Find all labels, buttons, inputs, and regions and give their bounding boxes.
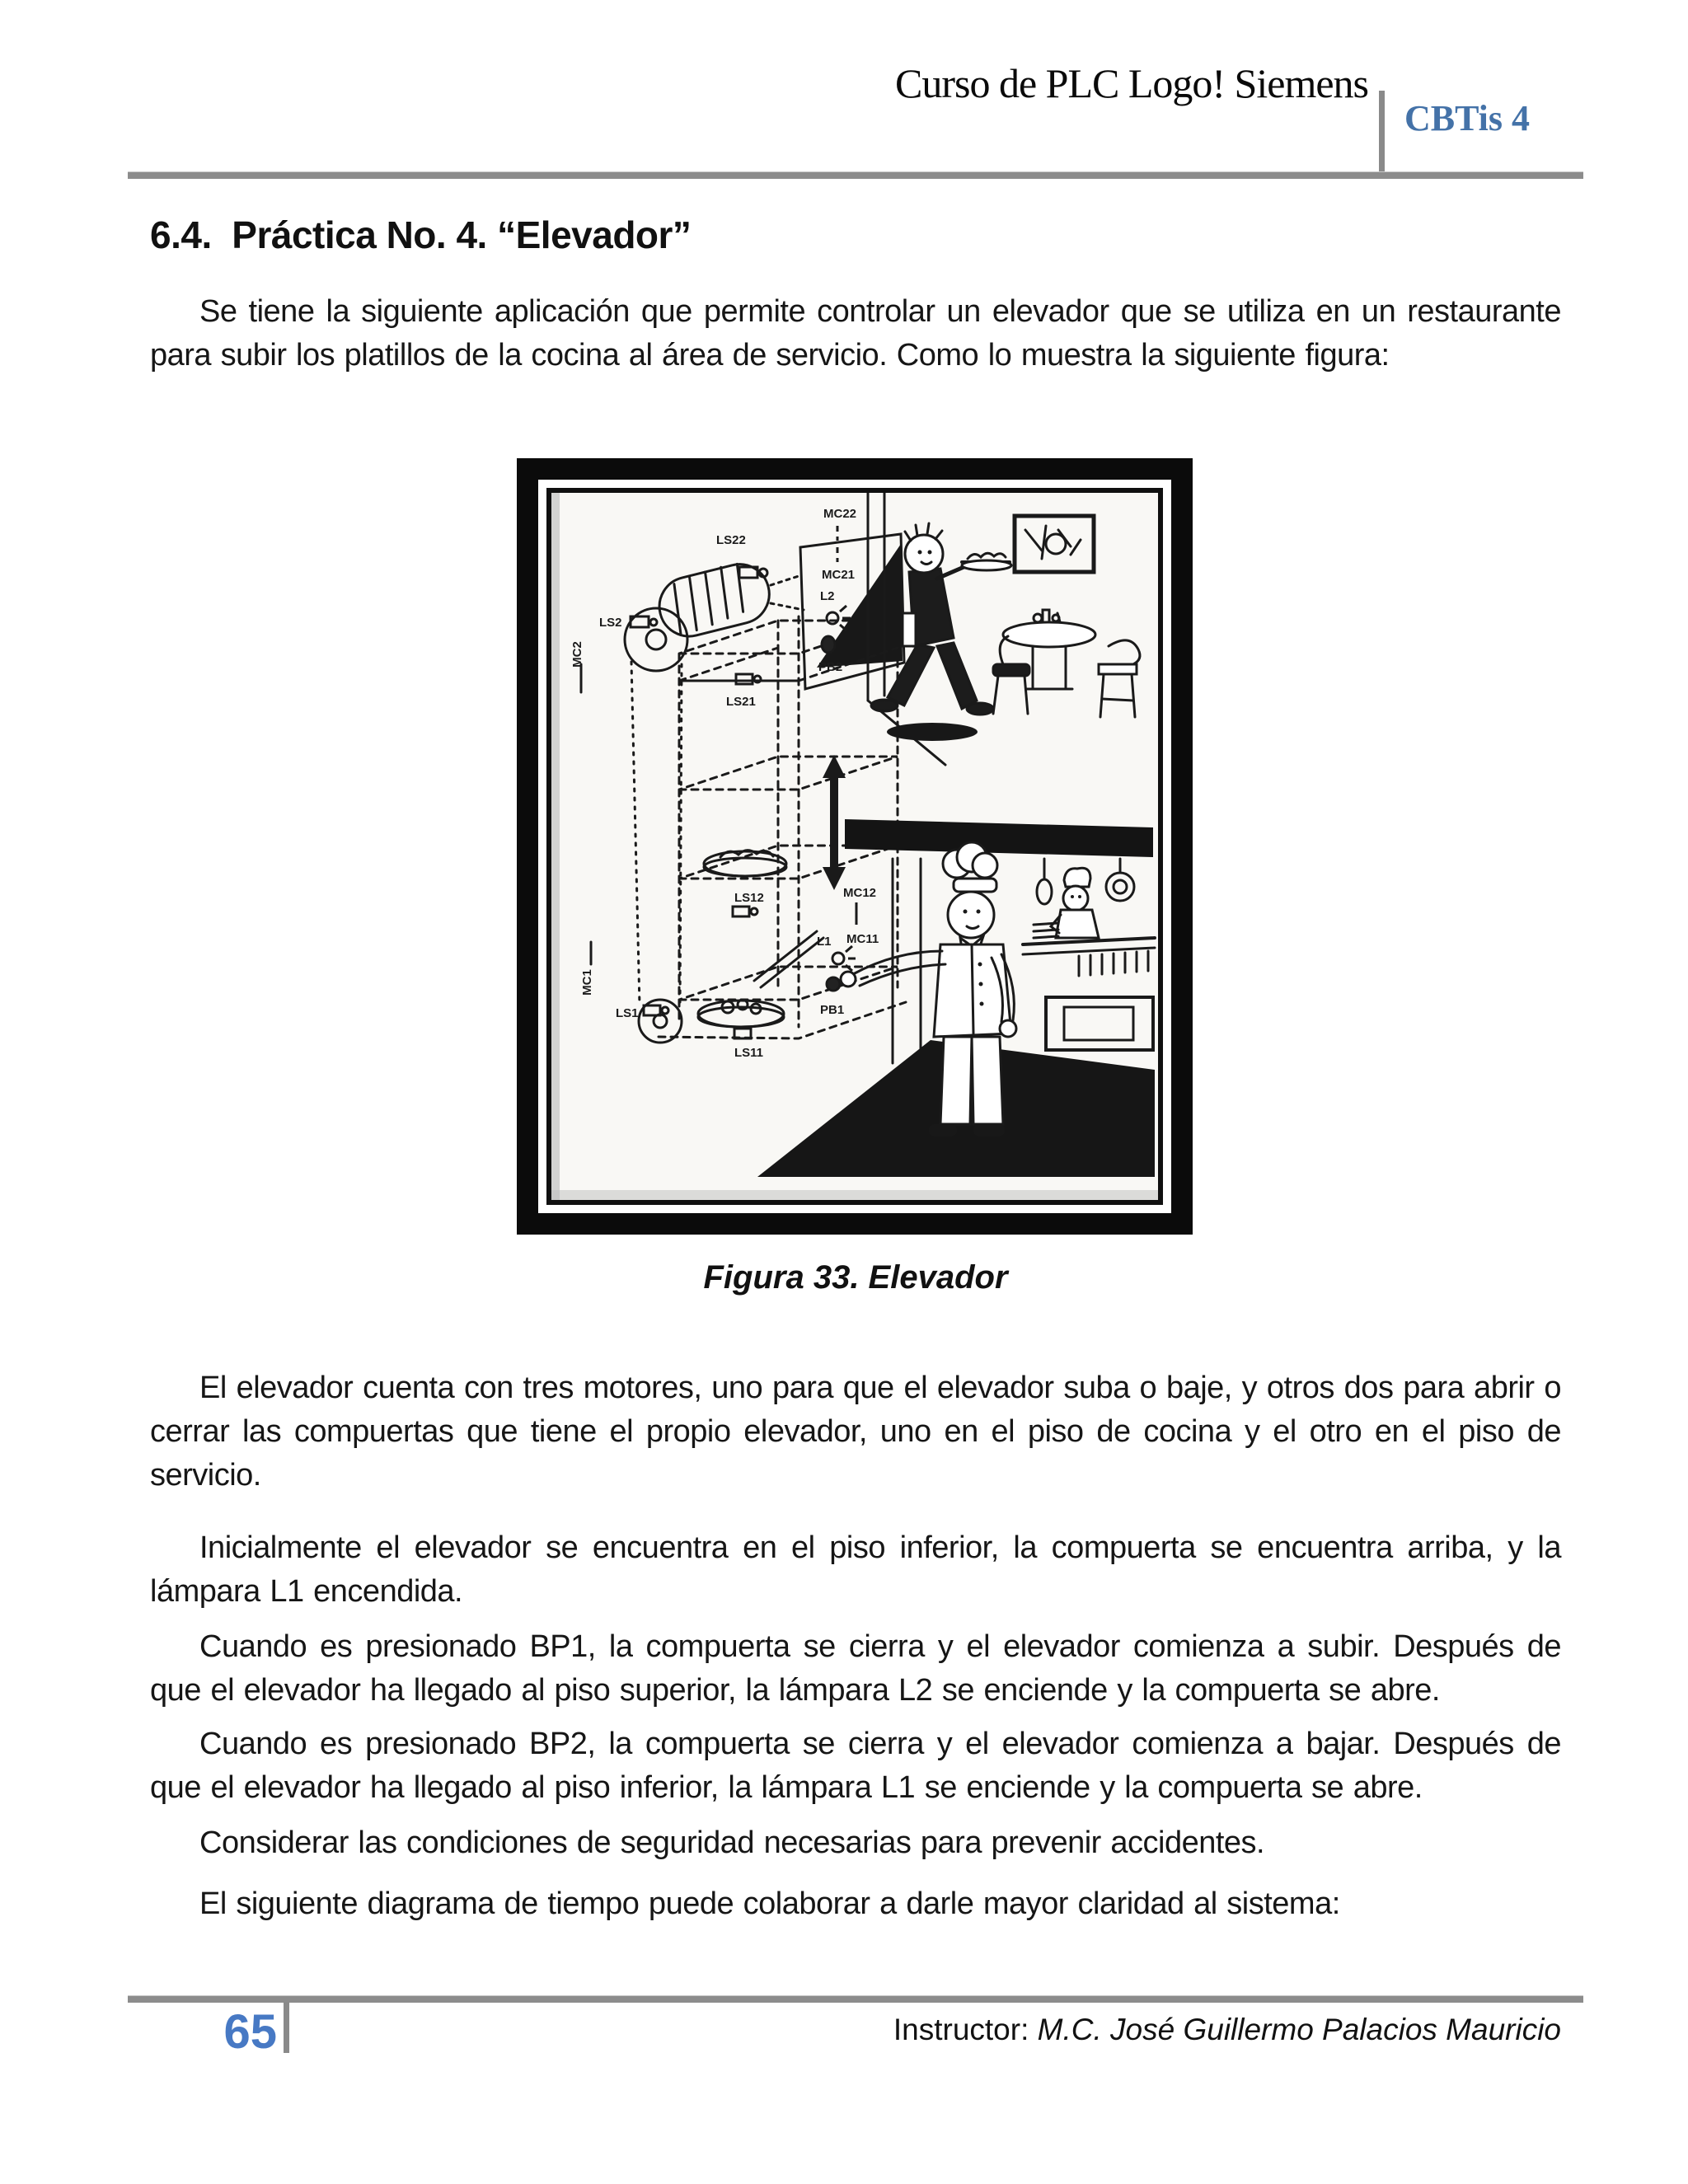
timing-diagram-paragraph: El siguiente diagrama de tiempo puede colaborar a darle mayor claridad al sistema:: [199, 1886, 1340, 1921]
figure-label-pb1: PB1: [820, 1003, 845, 1017]
figure-label-mc21: MC21: [822, 568, 856, 582]
page-number: 65: [223, 2005, 277, 2059]
figure-label-ls22: LS22: [716, 533, 746, 547]
footer-rule: [128, 1995, 1583, 2003]
header-divider: [1379, 91, 1385, 176]
figure-image: [546, 488, 1163, 1205]
elevator-illustration: [551, 493, 1158, 1200]
page-number-divider: [284, 2002, 289, 2053]
figure-label-ls12: LS12: [734, 891, 764, 905]
safety-paragraph: Considerar las condiciones de seguridad necesarias para prevenir accidentes.: [199, 1825, 1265, 1860]
figure-frame: [517, 458, 1193, 1235]
figure-label-ls1: LS1: [616, 1006, 639, 1020]
figure-label-mc11: MC11: [846, 932, 879, 946]
figure-caption: Figura 33. Elevador: [703, 1259, 1008, 1296]
figure-label-ls11: LS11: [734, 1046, 764, 1060]
instructor-credit: [893, 2013, 1561, 2047]
button-pb1-icon: [827, 977, 840, 991]
figure-label-l1: L1: [817, 935, 832, 949]
figure-label-ls21: LS21: [726, 695, 756, 709]
instructor-name: M.C. José Guillermo Palacios Mauricio: [1037, 2013, 1561, 2046]
bp2-paragraph: Cuando es presionado BP2, la compuerta se cierra y el elevador comienza a bajar. Después de que el elevador ha llegado al piso inferior, la lámpara L1 se enciende y la compuerta se abre.: [150, 1727, 1561, 1805]
scan-shadow-bottom: [551, 1190, 1158, 1200]
figure-label-pb2: PB2: [818, 660, 843, 674]
figure-label-l2: L2: [820, 589, 835, 603]
initial-state-paragraph: Inicialmente el elevador se encuentra en el piso inferior, la compuerta se encuentra arriba, y la lámpara L1 encendida.: [150, 1530, 1561, 1609]
scan-shadow-left: [551, 493, 560, 1200]
intro-paragraph: Se tiene la siguiente aplicación que permite controlar un elevador que se utiliza en un restaurante para subir los platillos de la cocina al área de servicio. Como lo muestra la siguiente figura:: [150, 294, 1561, 373]
school-badge: CBTis 4: [1404, 98, 1531, 138]
section-heading: 6.4. Práctica No. 4. “Elevador”: [150, 213, 692, 256]
course-title: Curso de PLC Logo! Siemens: [895, 60, 1368, 106]
figure-label-mc2: MC2: [570, 641, 584, 668]
figure-label-mc22: MC22: [823, 507, 857, 521]
figure-label-mc1: MC1: [580, 969, 594, 996]
instructor-label: Instructor:: [893, 2013, 1038, 2046]
bp1-paragraph: Cuando es presionado BP1, la compuerta se cierra y el elevador comienza a subir. Después de que el elevador ha llegado al piso superior, la lámpara L2 se enciende y la compuerta se abre.: [150, 1629, 1561, 1708]
figure-label-ls2: LS2: [599, 616, 622, 630]
motors-paragraph: El elevador cuenta con tres motores, uno para que el elevador suba o baje, y otros dos para abrir o cerrar las compuertas que tiene el propio elevador, uno en el piso de cocina y el otro en el piso de servicio.: [150, 1371, 1561, 1493]
button-pb2-icon: [822, 636, 835, 653]
figure-label-mc12: MC12: [843, 886, 877, 900]
header-rule: [128, 171, 1583, 179]
